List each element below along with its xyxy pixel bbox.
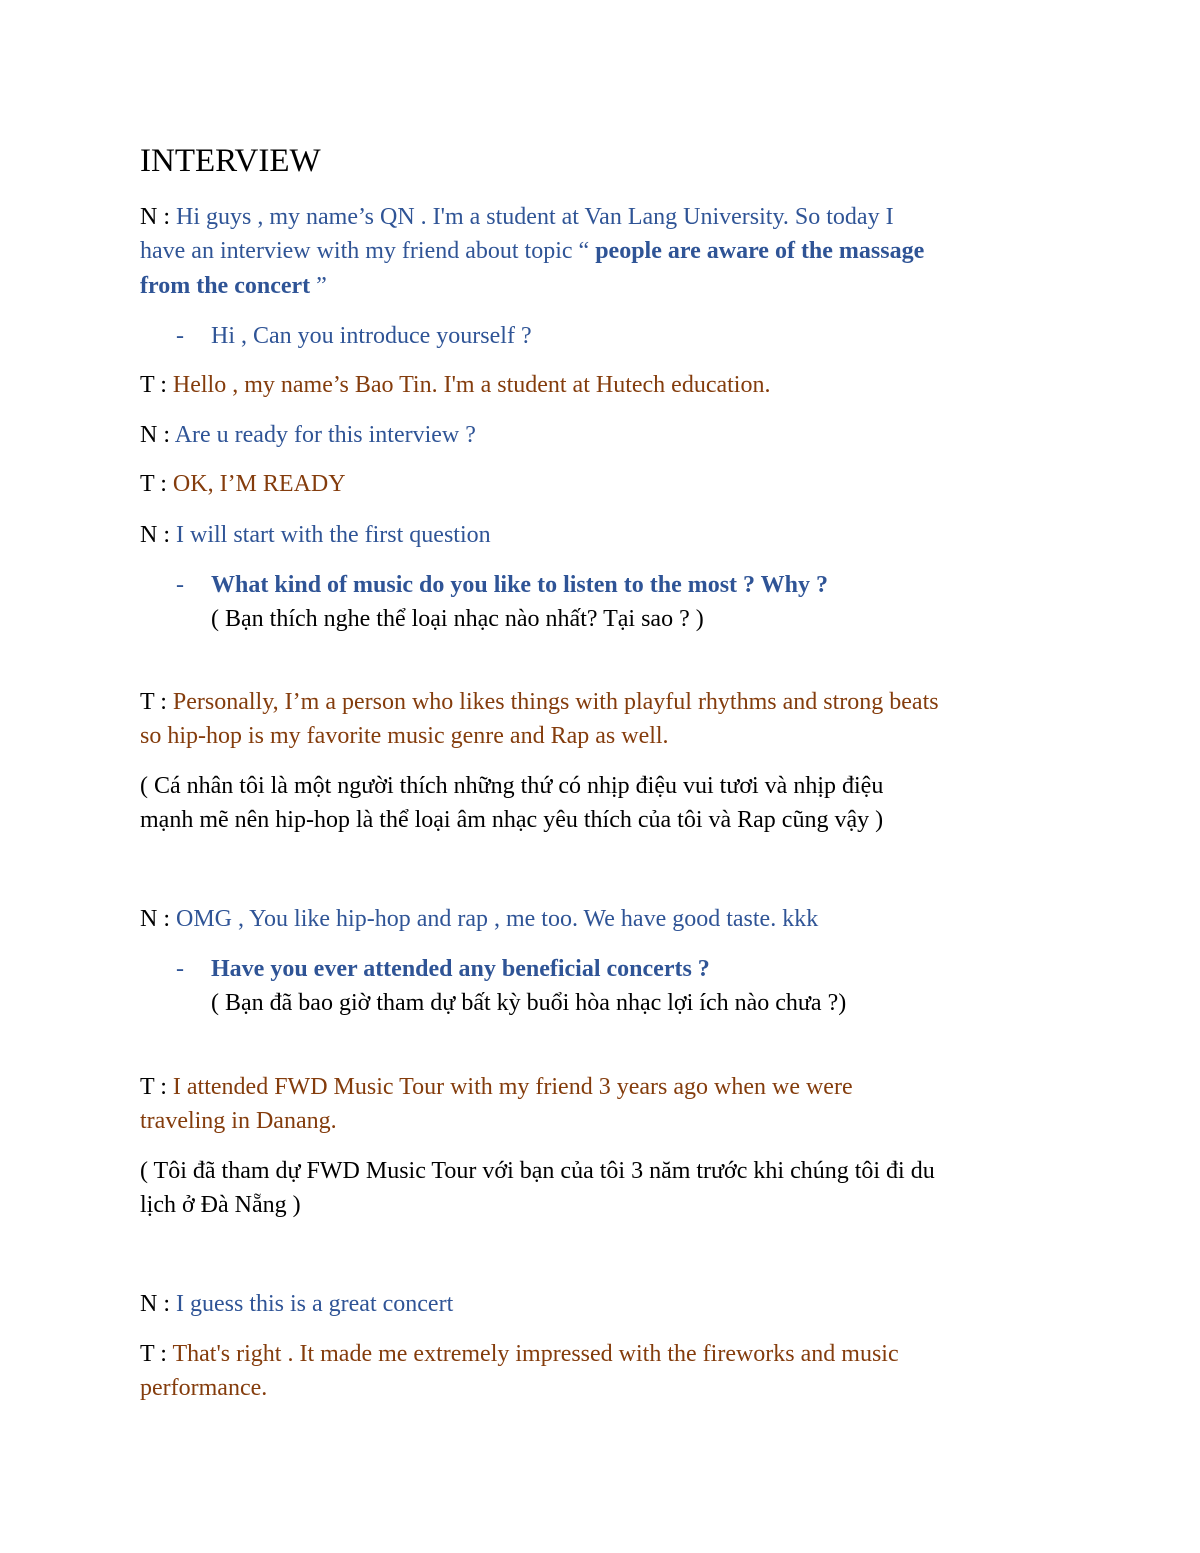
- t-answer-2-text-1: I attended FWD Music Tour with my friend 3 years ago when we were: [172, 1074, 853, 1100]
- speaker-t: T :: [140, 372, 167, 398]
- speaker-t: T :: [140, 471, 167, 497]
- speaker-n: N :: [140, 906, 170, 932]
- t-answer-2-vi-2: lịch ở Đà Nẵng ): [140, 1192, 301, 1218]
- speaker-t: T :: [140, 689, 167, 715]
- t-answer-2-vi-1: ( Tôi đã tham dự FWD Music Tour với bạn của tôi 3 năm trước khi chúng tôi đi du: [140, 1158, 935, 1184]
- n-start-text: I will start with the first question: [176, 522, 491, 548]
- t-hello-text: Hello , my name’s Bao Tin. I'm a student at Hutech education.: [172, 372, 771, 398]
- t-answer-1-text-1: Personally, I’m a person who likes things with playful rhythms and strong beats: [172, 689, 939, 715]
- t-ready-line: [140, 467, 346, 501]
- t-answer-2-line-1: [140, 1070, 853, 1104]
- speaker-n: N :: [140, 522, 170, 548]
- speaker-n: N :: [140, 204, 170, 230]
- bullet-dash: -: [176, 956, 184, 982]
- t-answer-1-text-2: so hip-hop is my favorite music genre and Rap as well.: [140, 723, 669, 749]
- n-guess-line: [140, 1287, 453, 1321]
- question-introduce: Hi , Can you introduce yourself ?: [211, 323, 532, 349]
- topic-text-2: from the concert: [140, 273, 311, 299]
- speaker-t: T :: [140, 1074, 167, 1100]
- t-answer-3-text-1: That's right . It made me extremely impressed with the fireworks and music: [172, 1341, 899, 1367]
- t-answer-1-line-1: [140, 685, 939, 719]
- n-intro-text-1: Hi guys , my name’s QN . I'm a student at Van Lang University. So today I: [176, 204, 894, 230]
- t-answer-2-text-2: traveling in Danang.: [140, 1108, 337, 1134]
- t-ready-text: OK, I’M READY: [172, 471, 346, 497]
- n-ready-text: Are u ready for this interview ?: [174, 422, 476, 448]
- question-1-vi: ( Bạn thích nghe thể loại nhạc nào nhất? Tại sao ? ): [211, 606, 704, 632]
- topic-text-1: people are aware of the massage: [595, 238, 925, 264]
- n-intro-line-3: [140, 269, 327, 303]
- n-intro-line-1: [140, 200, 894, 234]
- bullet-dash: -: [176, 572, 184, 598]
- t-answer-1-vi-2: mạnh mẽ nên hip-hop là thể loại âm nhạc yêu thích của tôi và Rap cũng vậy ): [140, 807, 884, 833]
- n-omg-text: OMG , You like hip-hop and rap , me too. We have good taste. kkk: [176, 906, 819, 932]
- speaker-n: N :: [140, 1291, 170, 1317]
- closing-quote: ”: [310, 273, 327, 299]
- speaker-t: T :: [140, 1341, 167, 1367]
- n-ready-line: [140, 418, 476, 452]
- n-omg-line: [140, 902, 818, 936]
- bullet-dash: -: [176, 323, 184, 349]
- n-intro-text-2: have an interview with my friend about topic “: [140, 238, 596, 264]
- t-answer-3-text-2: performance.: [140, 1375, 268, 1401]
- t-answer-3-line-1: [140, 1337, 899, 1371]
- question-2-en: Have you ever attended any beneficial concerts ?: [211, 956, 710, 982]
- question-1-en: What kind of music do you like to listen to the most ? Why ?: [211, 572, 828, 598]
- n-intro-line-2: [140, 234, 924, 268]
- page-title: INTERVIEW: [140, 143, 321, 179]
- t-hello-line: [140, 368, 770, 402]
- t-answer-1-vi-1: ( Cá nhân tôi là một người thích những thứ có nhịp điệu vui tươi và nhịp điệu: [140, 773, 884, 799]
- speaker-n: N :: [140, 422, 170, 448]
- n-guess-text: I guess this is a great concert: [176, 1291, 454, 1317]
- n-start-line: [140, 518, 491, 552]
- question-2-vi: ( Bạn đã bao giờ tham dự bất kỳ buổi hòa nhạc lợi ích nào chưa ?): [211, 990, 847, 1016]
